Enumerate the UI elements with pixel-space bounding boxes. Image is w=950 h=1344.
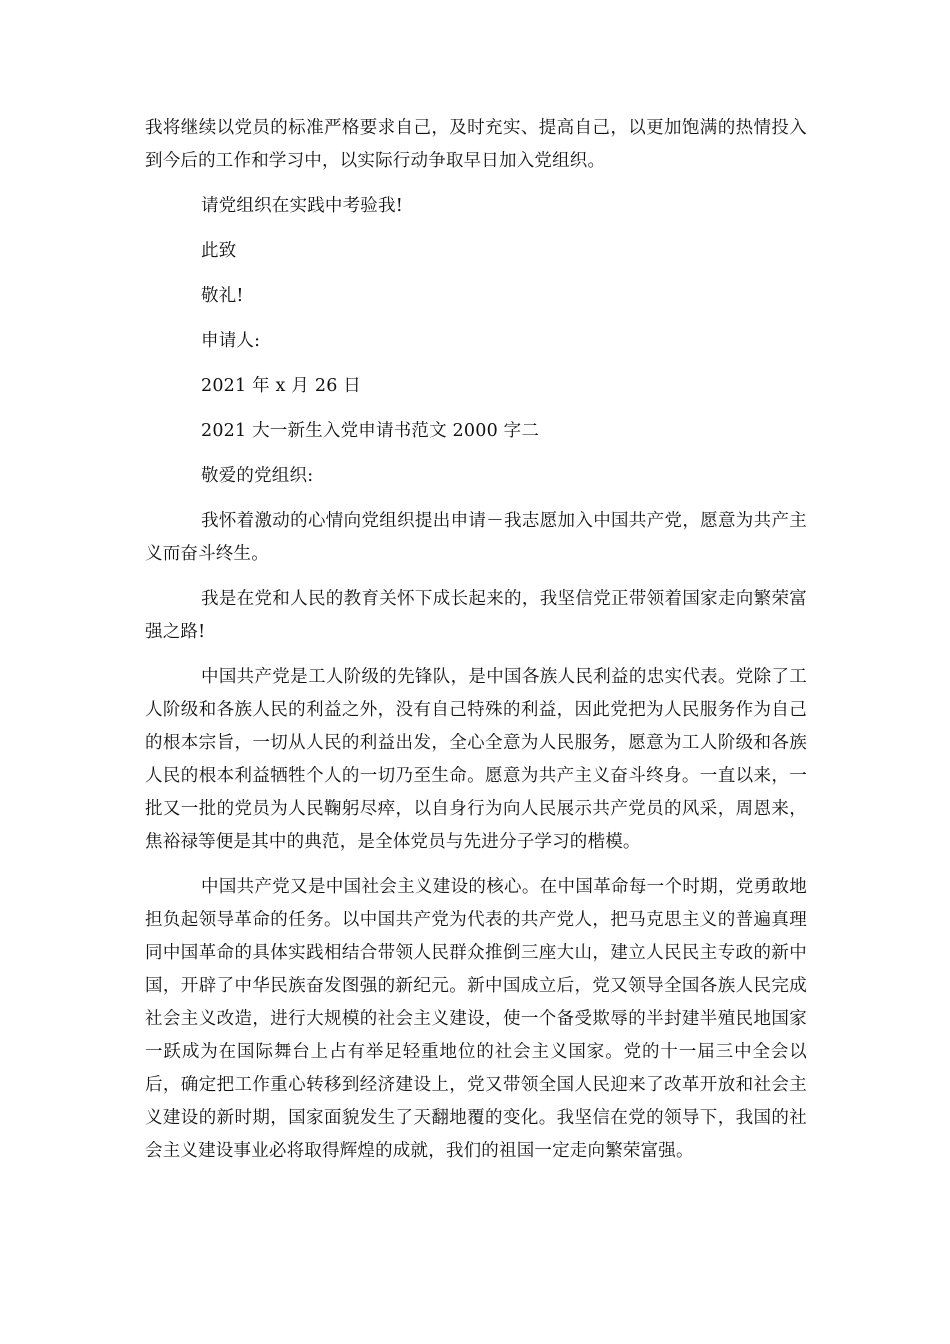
date-line: 2021 年 x 月 26 日 [201,376,361,396]
body-paragraph-1: 我怀着激动的心情向党组织提出申请－我志愿加入中国共产党，愿意为共产主义而奋斗终生。 [145,511,807,564]
body-paragraph-3: 中国共产党是工人阶级的先锋队，是中国各族人民利益的忠实代表。党除了工人阶级和各族人民的利益之外，没有自己特殊的利益，因此党把为人民服务作为自己的根本宗旨，一切从人民的利益出发，全心全意为人民服务，愿意为工人阶级和各族人民的根本利益牺牲个人的一切乃至生命。愿意为共产主义奋斗终身。一直以来，一批又一批的党员为人民鞠躬尽瘁，以自身行为向人民展示共产党员的风采，周恩来，焦裕禄等便是其中的典范，是全体党员与先进分子学习的楷模。 [145,667,807,852]
continuation-paragraph: 我将继续以党员的标准严格要求自己，及时充实、提高自己，以更加饱满的热情投入到今后的工作和学习中，以实际行动争取早日加入党组织。 [145,118,807,171]
body-paragraph-2: 我是在党和人民的教育关怀下成长起来的，我坚信党正带领着国家走向繁荣富强之路! [145,589,807,642]
body-paragraph-4: 中国共产党又是中国社会主义建设的核心。在中国革命每一个时期，党勇敢地担负起领导革命的任务。以中国共产党为代表的共产党人，把马克思主义的普遍真理同中国革命的具体实践相结合带领人民群众推倒三座大山，建立人民民主专政的新中国，开辟了中华民族奋发图强的新纪元。新中国成立后，党又领导全国各族人民完成社会主义改造，进行大规模的社会主义建设，使一个备受欺辱的半封建半殖民地国家一跃成为在国际舞台上占有举足轻重地位的社会主义国家。党的十一届三中全会以后，确定把工作重心转移到经济建设上，党又带领全国人民迎来了改革开放和社会主义建设的新时期，国家面貌发生了天翻地覆的变化。我坚信在党的领导下，我国的社会主义建设事业必将取得辉煌的成就，我们的祖国一定走向繁荣富强。 [145,877,807,1161]
applicant-line: 申请人: [201,331,261,351]
closing-salutation-1: 此致 [201,241,237,261]
greeting-line: 敬爱的党组织: [201,466,314,486]
closing-salutation-2: 敬礼! [201,286,244,306]
document-page [145,112,807,1180]
request-line: 请党组织在实践中考验我! [201,196,403,216]
section-title: 2021 大一新生入党申请书范文 2000 字二 [201,421,540,441]
